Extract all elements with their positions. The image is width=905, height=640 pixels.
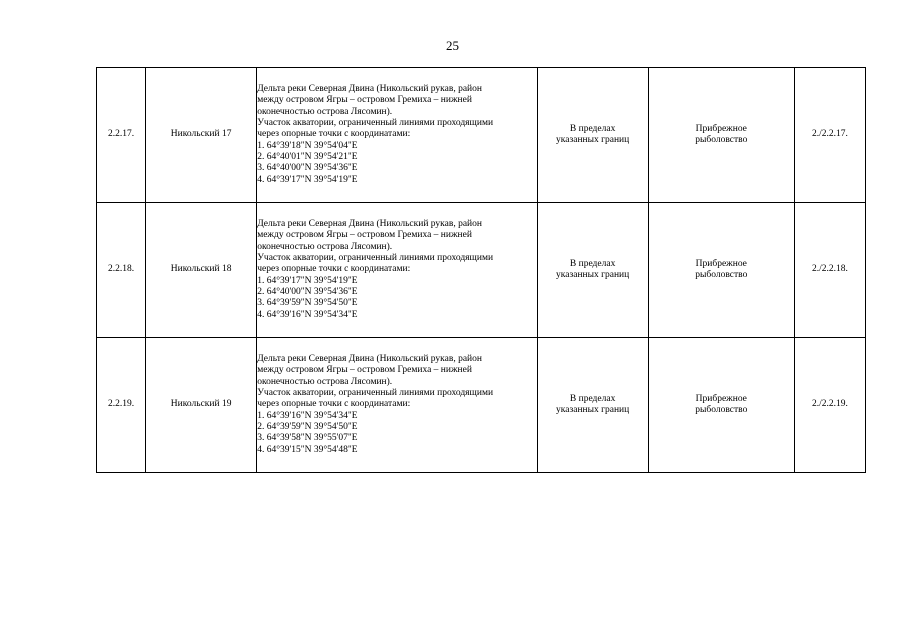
type-line: Прибрежное bbox=[695, 393, 747, 404]
bounds-line: В пределах bbox=[569, 123, 616, 134]
bounds-line: В пределах bbox=[569, 393, 616, 404]
bounds-line: указанных границ bbox=[556, 270, 630, 280]
coordinate-line: 1. 64°39'16"N 39°54'34"E bbox=[257, 410, 358, 421]
description-line: через опорные точки с координатами: bbox=[257, 129, 411, 140]
coordinate-line: 1. 64°39'17"N 39°54'19"E bbox=[257, 275, 358, 286]
area-code: 2./2.2.17. bbox=[794, 68, 865, 203]
area-name: Никольский 18 bbox=[146, 203, 257, 338]
area-code: 2./2.2.18. bbox=[794, 203, 865, 338]
coordinate-line: 4. 64°39'17"N 39°54'19"E bbox=[257, 174, 358, 185]
area-bounds bbox=[537, 338, 648, 473]
type-line: рыболовство bbox=[695, 135, 748, 145]
table-row bbox=[97, 338, 866, 473]
description-line: между островом Ягры – островом Гремиха – нижней bbox=[257, 365, 472, 376]
table-row bbox=[97, 203, 866, 338]
area-name: Никольский 19 bbox=[146, 338, 257, 473]
fishing-areas-table bbox=[96, 67, 866, 473]
description-line: между островом Ягры – островом Гремиха – нижней bbox=[257, 230, 472, 241]
description-line: Участок акватории, ограниченный линиями проходящими bbox=[257, 388, 494, 399]
row-number: 2.2.19. bbox=[97, 338, 146, 473]
description-line: через опорные точки с координатами: bbox=[257, 264, 411, 275]
row-number: 2.2.17. bbox=[97, 68, 146, 203]
coordinate-line: 3. 64°39'59"N 39°54'50"E bbox=[257, 298, 358, 309]
description-line: Дельта реки Северная Двина (Никольский рукав, район bbox=[257, 219, 482, 230]
area-code: 2./2.2.19. bbox=[794, 338, 865, 473]
description-line: оконечностью острова Лясомин). bbox=[257, 376, 393, 387]
coordinate-line: 1. 64°39'18"N 39°54'04"E bbox=[257, 140, 358, 151]
fishing-type bbox=[648, 338, 794, 473]
area-bounds bbox=[537, 203, 648, 338]
bounds-line: указанных границ bbox=[556, 405, 630, 415]
bounds-line: В пределах bbox=[569, 258, 616, 269]
coordinate-line: 3. 64°39'58"N 39°55'07"E bbox=[257, 433, 358, 444]
description-line: Участок акватории, ограниченный линиями проходящими bbox=[257, 253, 494, 264]
description-line: через опорные точки с координатами: bbox=[257, 399, 411, 410]
page-number: 25 bbox=[446, 38, 459, 53]
coordinate-line: 4. 64°39'15"N 39°54'48"E bbox=[257, 444, 358, 455]
coordinate-line: 3. 64°40'00"N 39°54'36"E bbox=[257, 163, 358, 174]
area-bounds bbox=[537, 68, 648, 203]
description-line: Дельта реки Северная Двина (Никольский рукав, район bbox=[257, 84, 482, 95]
coordinate-line: 2. 64°40'00"N 39°54'36"E bbox=[257, 286, 358, 297]
type-line: рыболовство bbox=[695, 405, 748, 415]
coordinate-line: 4. 64°39'16"N 39°54'34"E bbox=[257, 309, 358, 320]
area-description bbox=[257, 203, 537, 338]
description-line: Участок акватории, ограниченный линиями проходящими bbox=[257, 118, 494, 129]
description-line: оконечностью острова Лясомин). bbox=[257, 241, 393, 252]
description-line: между островом Ягры – островом Гремиха – нижней bbox=[257, 95, 472, 106]
fishing-type bbox=[648, 68, 794, 203]
type-line: рыболовство bbox=[695, 270, 748, 280]
area-description bbox=[257, 68, 537, 203]
description-line: Дельта реки Северная Двина (Никольский рукав, район bbox=[257, 354, 482, 365]
coordinate-line: 2. 64°39'59"N 39°54'50"E bbox=[257, 421, 358, 432]
bounds-line: указанных границ bbox=[556, 135, 630, 145]
area-name: Никольский 17 bbox=[146, 68, 257, 203]
table-row bbox=[97, 68, 866, 203]
type-line: Прибрежное bbox=[695, 123, 747, 134]
area-description bbox=[257, 338, 537, 473]
fishing-type bbox=[648, 203, 794, 338]
type-line: Прибрежное bbox=[695, 258, 747, 269]
row-number: 2.2.18. bbox=[97, 203, 146, 338]
coordinate-line: 2. 64°40'01"N 39°54'21"E bbox=[257, 151, 358, 162]
description-line: оконечностью острова Лясомин). bbox=[257, 106, 393, 117]
